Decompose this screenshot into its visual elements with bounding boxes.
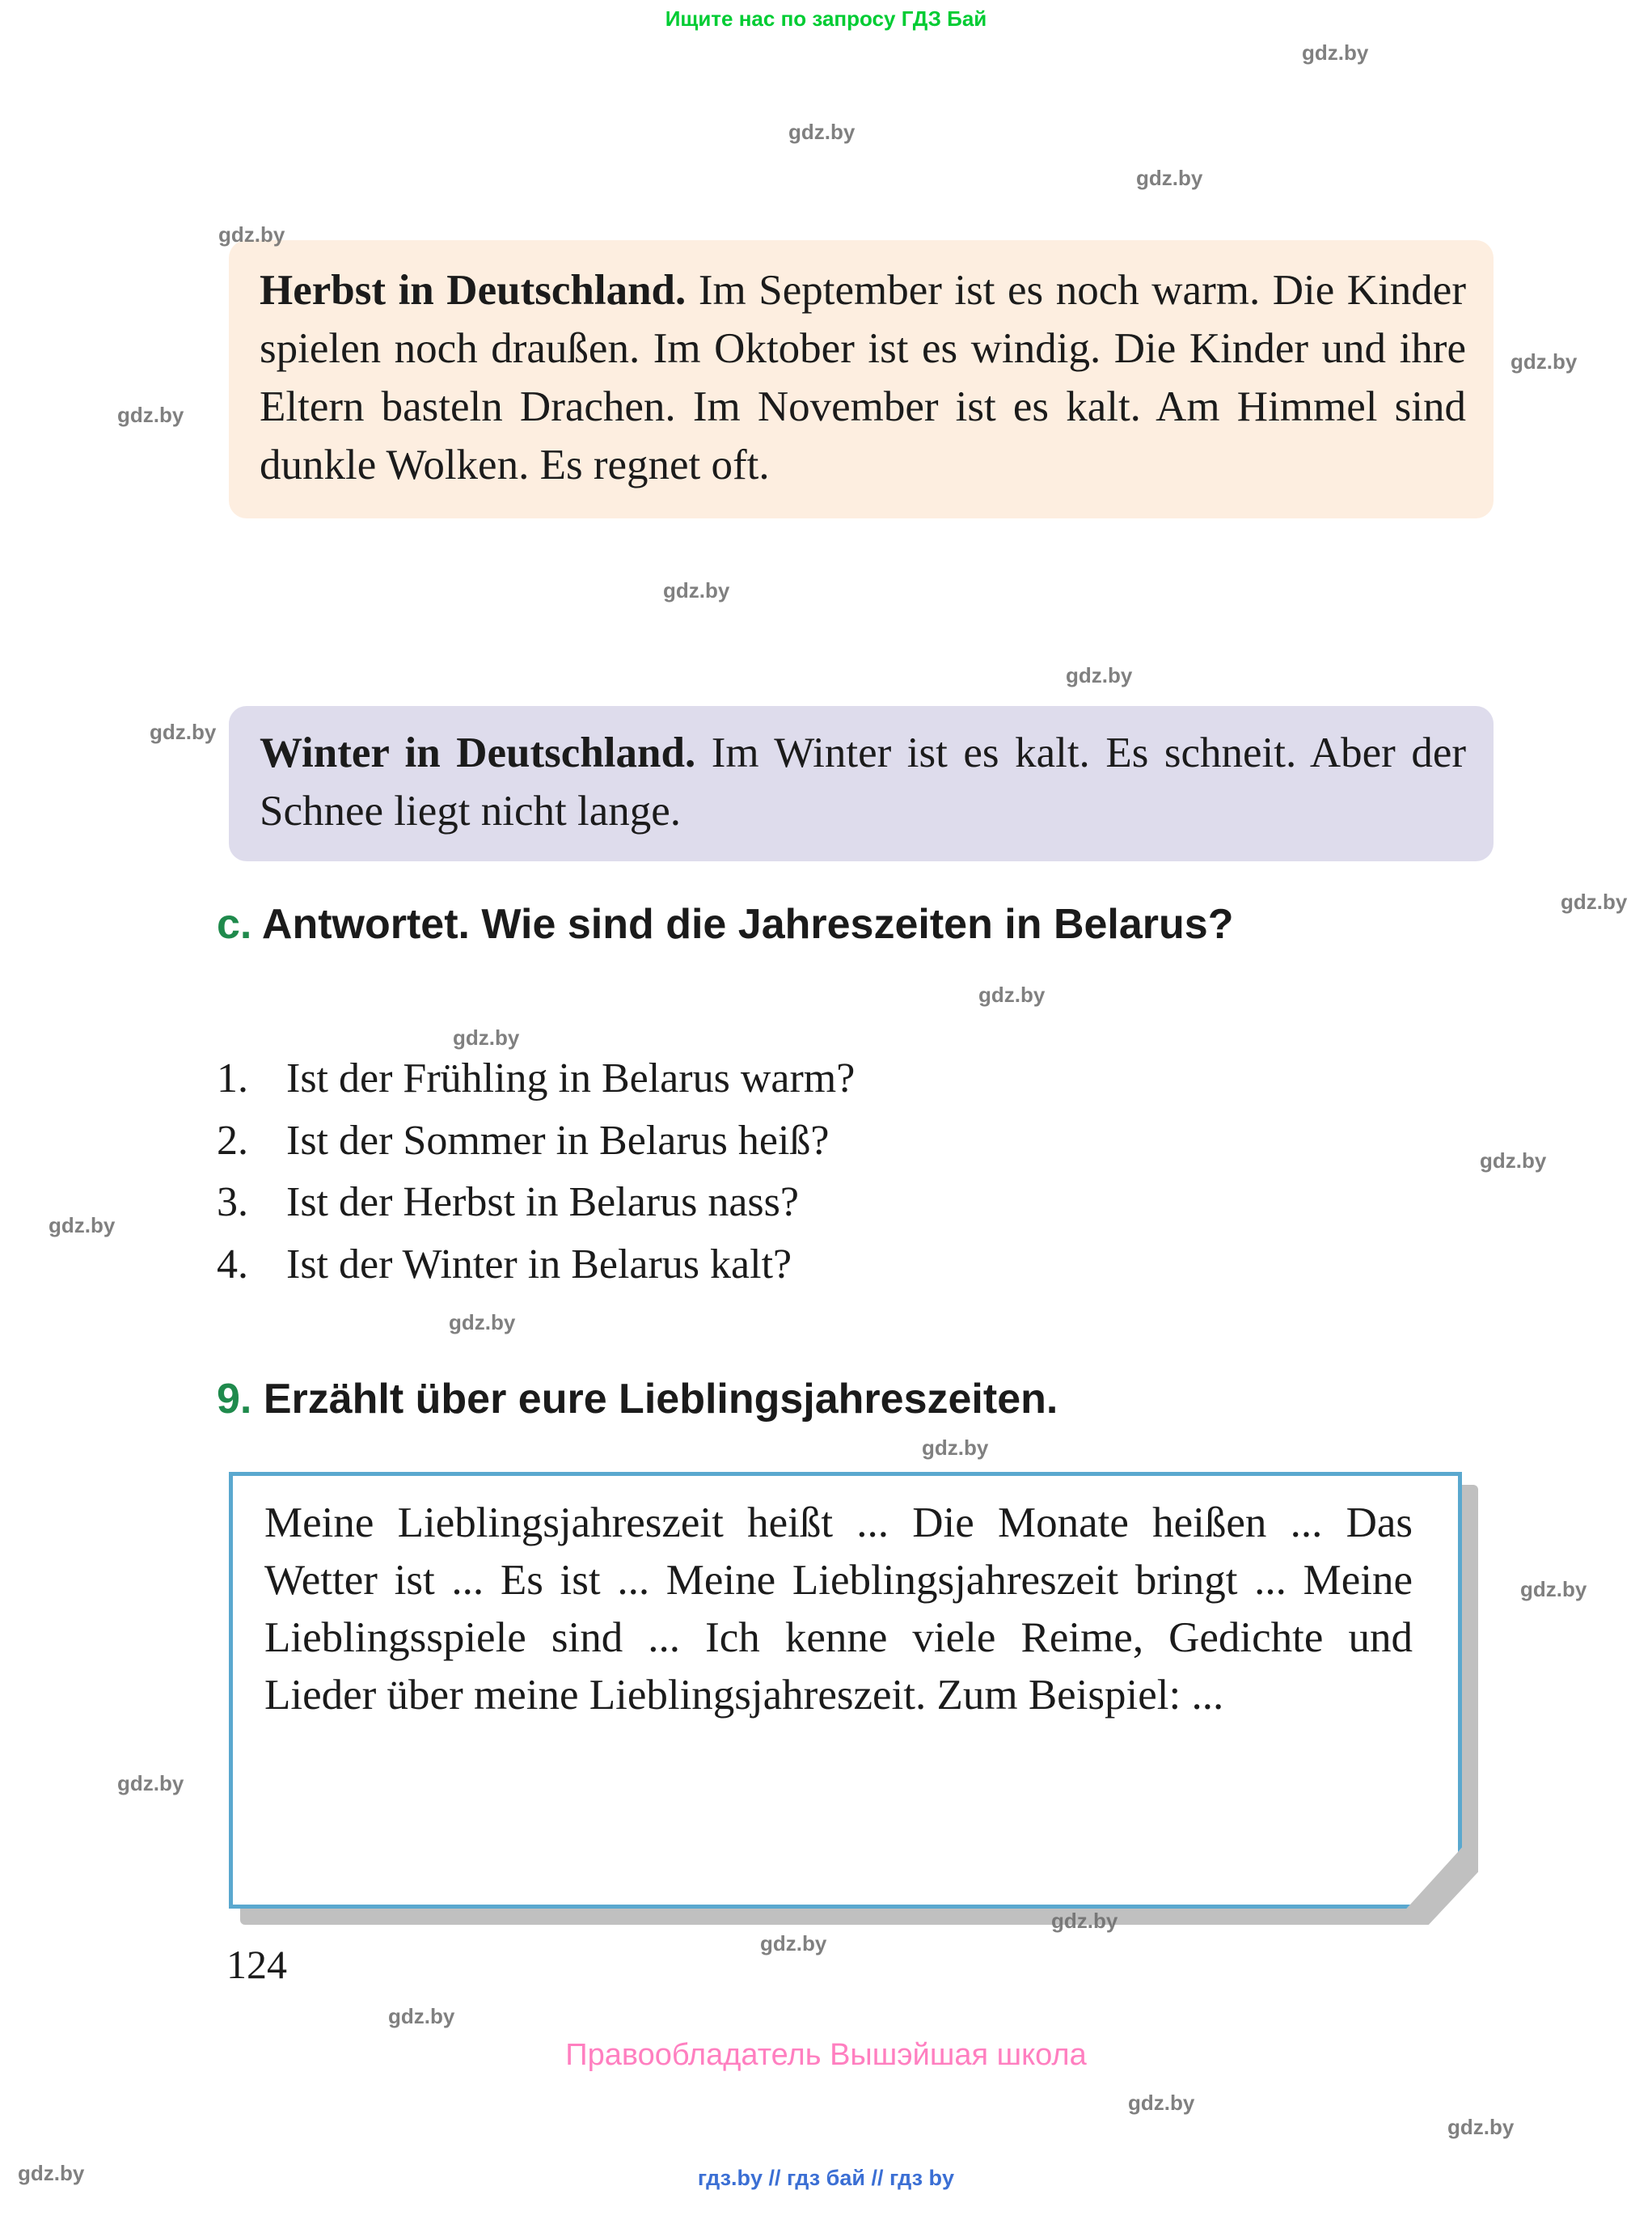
question-text: Ist der Sommer in Belarus heiß? — [286, 1117, 830, 1164]
autumn-text-box — [229, 240, 1494, 518]
watermark: gdz.by — [1136, 166, 1203, 190]
winter-paragraph — [260, 724, 1466, 840]
task-9-marker: 9. — [217, 1376, 252, 1423]
task-9-text: Erzählt über eure Lieblingsjahreszeiten. — [263, 1376, 1058, 1423]
watermark: gdz.by — [760, 1931, 827, 1956]
footer-links: гдз.by // гдз бай // гдз by — [697, 2166, 955, 2190]
autumn-body: Im September ist es noch warm. Die Kinder spielen noch draußen. Im Oktober ist es windig. Die Kinder und ihre Eltern basteln Drachen. Im November ist es kalt. Am Himmel sind dunkle Wolken. Es regnet oft. — [260, 267, 1466, 489]
question-text: Ist der Herbst in Belarus nass? — [286, 1179, 799, 1226]
watermark: gdz.by — [388, 2004, 455, 2028]
watermark: gdz.by — [449, 1310, 516, 1334]
watermark: gdz.by — [1561, 890, 1628, 914]
question-text: Ist der Frühling in Belarus warm? — [286, 1055, 856, 1101]
watermark: gdz.by — [1510, 349, 1578, 374]
watermark: gdz.by — [453, 1025, 520, 1050]
question-number: 4. — [217, 1241, 248, 1287]
watermark: gdz.by — [978, 983, 1046, 1007]
watermark: gdz.by — [49, 1213, 116, 1237]
watermark: gdz.by — [1447, 2115, 1515, 2139]
question-list — [217, 1051, 1527, 1300]
watermark: gdz.by — [1520, 1577, 1587, 1601]
winter-body: Im Winter ist es kalt. Es schneit. Aber der Schnee liegt nicht lange. — [260, 729, 1466, 835]
site-banner: Ищите нас по запросу ГДЗ Бай — [665, 6, 987, 31]
watermark: gdz.by — [1051, 1909, 1118, 1933]
task-c-text: Antwortet. Wie sind die Jahreszeiten in Belarus? — [261, 901, 1234, 948]
question-text: Ist der Winter in Belarus kalt? — [286, 1241, 792, 1287]
watermark: gdz.by — [117, 1771, 184, 1795]
watermark: gdz.by — [922, 1435, 989, 1460]
model-answer-card — [229, 1472, 1478, 1925]
page-number: 124 — [226, 1942, 287, 1987]
question-number: 2. — [217, 1117, 248, 1164]
winter-title: Winter in Deutschland. — [260, 729, 696, 776]
task-c-marker: c. — [217, 901, 252, 948]
watermark: gdz.by — [18, 2161, 85, 2185]
watermark: gdz.by — [788, 120, 856, 144]
list-item — [217, 1051, 1527, 1107]
watermark: gdz.by — [1480, 1148, 1547, 1173]
watermark: gdz.by — [150, 720, 217, 744]
card-text: Meine Lieblingsjahreszeit heißt ... Die Monate heißen ... Das Wetter ist ... Es ist ... Meine Lieblingsjahreszeit bringt ... Meine Lieblingsspiele sind ... Ich kenne viele Reime, Gedichte und Lieder über meine Lieblingsjahreszeit. Zum Beispiel: ... — [264, 1499, 1413, 1719]
autumn-paragraph — [260, 261, 1466, 494]
copyright-line: Правообладатель Вышэйшая школа — [565, 2038, 1087, 2072]
list-item — [217, 1175, 1527, 1231]
watermark: gdz.by — [1128, 2091, 1195, 2115]
watermark: gdz.by — [218, 222, 285, 247]
winter-text-box — [229, 706, 1494, 861]
watermark: gdz.by — [663, 578, 730, 603]
list-item — [217, 1114, 1527, 1169]
question-number: 3. — [217, 1179, 248, 1226]
question-number: 1. — [217, 1055, 248, 1101]
list-item — [217, 1237, 1527, 1293]
autumn-title: Herbst in Deutschland. — [260, 267, 687, 314]
task-9-heading — [217, 1375, 1527, 1423]
watermark: gdz.by — [1302, 40, 1369, 65]
watermark: gdz.by — [117, 403, 184, 427]
watermark: gdz.by — [1066, 663, 1133, 687]
task-c-heading — [217, 898, 1527, 952]
